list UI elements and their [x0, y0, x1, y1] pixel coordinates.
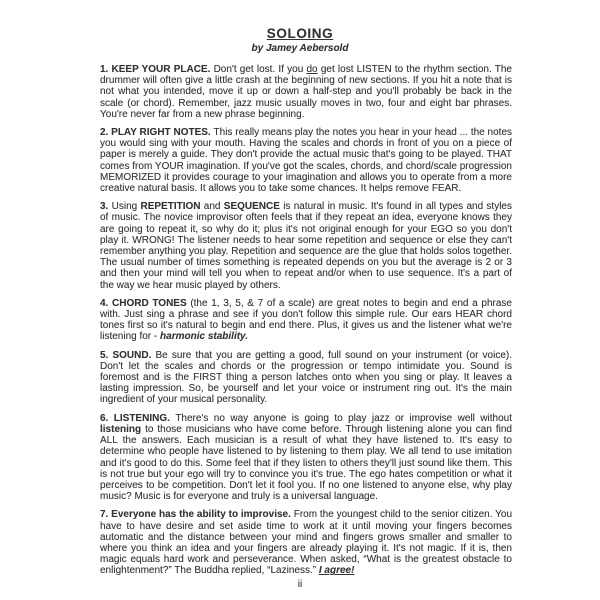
byline: by Jamey Aebersold: [251, 43, 349, 54]
paragraph-7: [100, 509, 512, 576]
text-run: Be sure that you are getting a good, full sound on your instrument (or voice). Don't let the scales and chords or the progression or tempo intimidate you. Sound is foremost and is the FIRST thing a person latches onto when you sing or play. It leaves a lasting impression. So, be yourself and let your voice or instrument ring out. It's the main ingredient of your musical personality.: [100, 349, 512, 406]
text-run: listening: [100, 423, 142, 435]
paragraph-4: [100, 298, 512, 343]
text-run: REPETITION: [140, 201, 201, 213]
text-run: 5. SOUND.: [100, 349, 156, 361]
text-run: and: [200, 201, 224, 213]
text-run: do: [306, 64, 318, 75]
paragraph-2: [100, 127, 512, 194]
text-run: harmonic stability.: [160, 331, 249, 343]
paragraphs-container: [100, 64, 512, 577]
page-number: ii: [297, 579, 303, 590]
text-run: Don't get lost. If you: [213, 64, 307, 75]
text-run: get lost LISTEN to the rhythm section. The drummer will often give a little crash at the beginning of new sections. If you hit a note that is not what you intended, move it up or down a half-step and you'll probably be back in the scale (or chord). Remember, jazz music usually moves in two, four and eight bar phrases. You're never far from a new phrase beginning.: [100, 64, 512, 120]
text-run: 3.: [100, 201, 112, 213]
text-run: 2. PLAY RIGHT NOTES.: [100, 127, 214, 139]
text-run: 4. CHORD TONES: [100, 297, 187, 309]
paragraph-5: [100, 350, 512, 406]
text-run: 1. KEEP YOUR PLACE.: [100, 64, 214, 75]
text-run: to those musicians who have come before. Through listening alone you can find ALL the answers. Each musician is a result of what they have listened to. It's easy to determine who people have listened to by listening to them play. We all tend to use imitation and it's good to do this. Some feel that if they listen to others they'll just sound like them. This is not true but your ego will try to convince you it's true. The ego hates competition or what it perceives to be competition. Don't let it fool you. If no one listened to anyone else, why play music? Music is for everyone and truly is a universal language.: [100, 423, 512, 503]
text-run: This really means play the notes you hear in your head ... the notes you would sing with your mouth. Having the scales and chords in front of you on a piece of paper is merely a guide. They don't provide the actual music that's going to be played. THAT comes from YOUR imagination. If you've got the scales, chords, and chord/scale progression MEMORIZED it provides courage to your imagination and allows you to operate from a more creative natural basis. It allows you to take some chances. It helps remove FEAR.: [100, 127, 513, 195]
text-run: is natural in music. It's found in all types and styles of music. The novice improvisor often feels that if they repeat an idea, everyone knows they are going to repeat it, so why do it; plus it's not original enough for your EGO so you don't play it. WRONG! The listener needs to hear some repetition and sequence or else they can't remember anything you play. Repetition and sequence are the glue that holds solos together. The usual number of times something is repeated depends on you but the average is 2 or 3 and then your mind will tell you when to repeat and/or when to use sequence. It's a part of the way we hear music played by others.: [100, 201, 512, 291]
page-title: SOLOING: [266, 26, 334, 41]
text-run: Using: [111, 201, 141, 213]
text-run: From the youngest child to the senior citizen. You have to have desire and set aside time to work at it until moving your fingers becomes automatic and the distance between your mind and fingers grows smaller and smaller to where you think an idea and your fingers are already playing it. It's not magic. If it is, then magic equals hard work and perseverance. When asked, “What is the greatest obstacle to enlightenment?” The Buddha replied, “Laziness.”: [100, 509, 513, 577]
paragraph-3: [100, 201, 512, 291]
text-run: SEQUENCE: [223, 201, 280, 213]
text-run: There's no way anyone is going to play jazz or improvise well without: [175, 412, 512, 424]
text-run: (the 1, 3, 5, & 7 of a scale) are great notes to begin and end a phrase with. Just sing a phrase and see if you don't follow this simple rule. Our ears HEAR chord tones first so it's natural to begin and end there. Plus, it gives us and the listener what we're listening for -: [100, 297, 512, 343]
text-run: 7. Everyone has the ability to improvise.: [100, 509, 294, 521]
paragraph-1: [100, 64, 512, 120]
paragraph-6: [100, 413, 512, 503]
text-run: I agree!: [318, 565, 355, 577]
text-run: 6. LISTENING.: [100, 412, 176, 424]
